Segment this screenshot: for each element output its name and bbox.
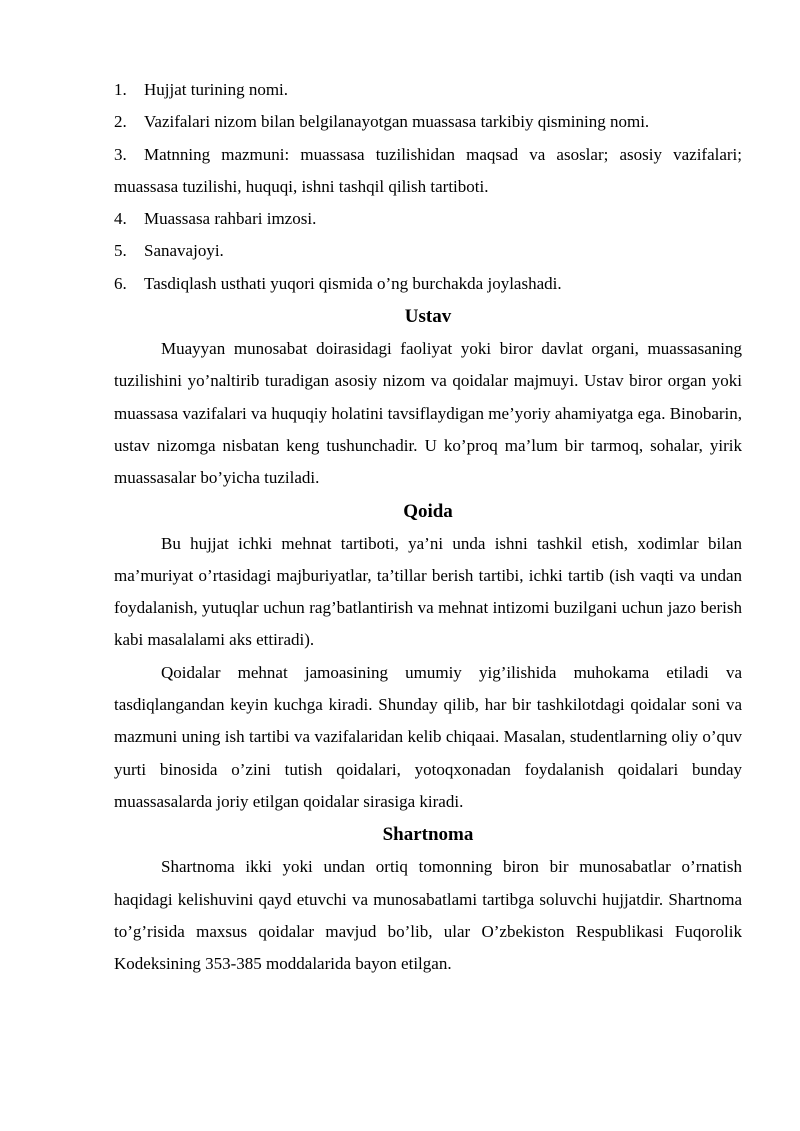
section-heading: Shartnoma — [382, 824, 474, 846]
list-item-number: 3. — [114, 144, 127, 164]
list-item-number: 5. — [114, 241, 127, 261]
list-item-text: Hujjat turining nomi. — [144, 80, 289, 99]
list-item-text: Muassasa rahbari imzosi. — [144, 209, 317, 229]
paragraph: Qoidalar mehnat jamoasining umumiy yig’ilishida muhokama etiladi va tasdiqlangandan keyin kuchga kiradi. Shunday qilib, har bir tashkilotdagi qoidalar soni va mazmuni uning ish tartibi va vazifalaridan kelib chiqaai. Masalan, studentlarning oliy o’quv yurti binosida o’zini tutish qoidalari, yotoqxonadan foydalanish qoidalari bunday muassasalarda joriy etilgan qoidalar sirasiga kiradi. — [114, 662, 742, 811]
document-page — [114, 74, 742, 980]
section-shartnoma — [114, 818, 742, 980]
list-item-text: Sanavajoyi. — [144, 241, 224, 261]
list-item-text: Tasdiqlash usthati yuqori qismida o’ng burchakda joylashadi. — [144, 273, 562, 293]
paragraph: Bu hujjat ichki mehnat tartiboti, ya’ni unda ishni tashkil etish, xodimlar bilan ma’muriyat o’rtasidagi majburiyatlar, ta’tillar berish tartibi, ichki tartib (ish vaqti va undan foydalanish, yutuqlar uchun rag’batlantirish va mehnat intizomi buzilgani uchun jazo berish kabi masalalami aks ettiradi). — [114, 533, 742, 650]
list-item-text: Vazifalari nizom bilan belgilanayotgan muassasa tarkibiy qismining nomi. — [144, 112, 650, 132]
list-item-number: 4. — [114, 209, 127, 229]
paragraph: Shartnoma ikki yoki undan ortiq tomonning biron bir munosabatlar o’rnatish haqidagi kelishuvini qayd etuvchi va munosabatlami tartibga soluvchi hujjatdir. Shartnoma to’g’risida maxsus qoidalar mavjud bo’lib, ular O’zbekiston Respublikasi Fuqorolik Kodeksining 353-385 moddalarida bayon etilgan. — [114, 857, 742, 974]
list-item — [114, 268, 742, 300]
list-item-number: 6. — [114, 273, 127, 293]
list-item-number: 2. — [114, 112, 127, 132]
list-item-text: Matnning mazmuni: muassasa tuzilishidan maqsad va asoslar; asosiy vazifalari; muassasa tuzilishi, huquqi, ishni tashqil qilish tartiboti. — [114, 144, 742, 196]
list-item — [114, 235, 742, 267]
paragraph: Muayyan munosabat doirasidagi faoliyat yoki biror davlat organi, muassasaning tuzilishini yo’naltirib turadigan asosiy nizom va qoidalar majmuyi. Ustav biror organ yoki muassasa vazifalari va huquqiy holatini tavsiflaydigan me’yoriy ahamiyatga ega. Binobarin, ustav nizomga nisbatan keng tushunchadir. U ko’proq ma’lum bir tarmoq, sohalar, yirik muassasalar bo’yicha tuziladi. — [114, 339, 742, 488]
list-item — [114, 106, 742, 138]
numbered-list — [114, 74, 742, 300]
list-item — [114, 139, 742, 204]
list-item — [114, 74, 742, 106]
section-qoida — [114, 495, 742, 819]
section-heading: Ustav — [404, 306, 452, 328]
section-ustav — [114, 300, 742, 494]
list-item-number: 1. — [114, 80, 127, 99]
list-item — [114, 203, 742, 235]
section-heading: Qoida — [403, 500, 453, 522]
